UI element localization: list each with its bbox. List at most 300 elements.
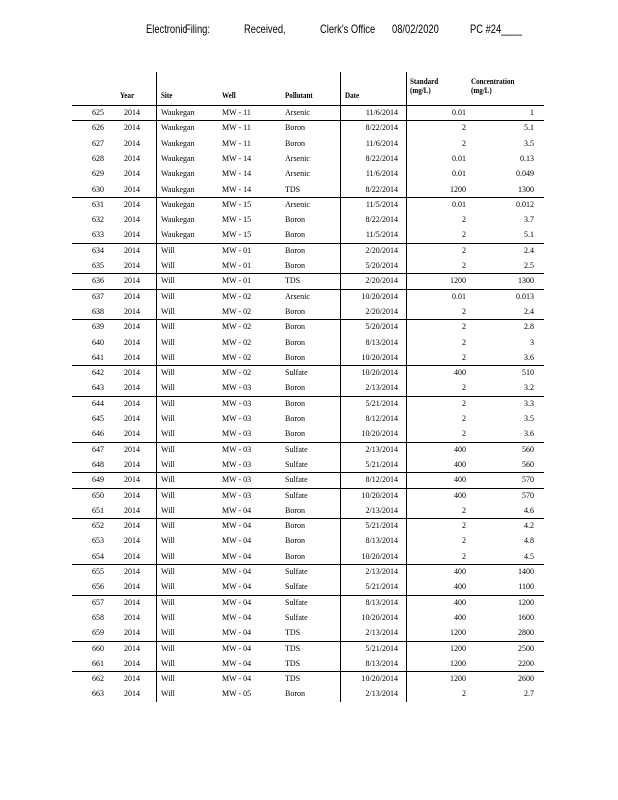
site-cell: Waukegan bbox=[161, 199, 195, 209]
year-cell: 2014 bbox=[124, 490, 140, 500]
well-cell: MW - 03 bbox=[222, 429, 252, 439]
concentration-cell: 1 bbox=[530, 108, 534, 117]
year-cell: 2014 bbox=[124, 582, 140, 592]
year-cell: 2014 bbox=[124, 551, 140, 561]
year-cell: 2014 bbox=[124, 658, 140, 668]
date-cell: 5/21/2014 bbox=[365, 521, 398, 531]
table-row bbox=[72, 671, 544, 686]
date-cell: 10/20/2014 bbox=[361, 674, 398, 684]
standard-cell: 2 bbox=[462, 414, 466, 423]
well-cell: MW - 02 bbox=[222, 306, 252, 316]
well-cell: MW - 04 bbox=[222, 505, 252, 515]
date-cell: 10/20/2014 bbox=[361, 291, 398, 301]
year-cell: 2014 bbox=[124, 689, 140, 699]
standard-cell: 0.01 bbox=[452, 199, 466, 209]
site-cell: Will bbox=[161, 658, 175, 668]
pollutant-cell: Boron bbox=[285, 245, 305, 255]
site-cell: Will bbox=[161, 475, 175, 485]
row-divider bbox=[72, 488, 544, 489]
pollutant-cell: TDS bbox=[285, 674, 301, 684]
standard-cell: 1200 bbox=[450, 184, 466, 194]
date-cell: 5/21/2014 bbox=[365, 398, 398, 408]
pollutant-cell: Boron bbox=[285, 230, 305, 240]
pollutant-cell: Arsenic bbox=[285, 108, 310, 117]
date-cell: 10/20/2014 bbox=[361, 551, 398, 561]
standard-cell: 1200 bbox=[450, 628, 466, 638]
site-cell: Waukegan bbox=[161, 184, 195, 194]
well-cell: MW - 15 bbox=[222, 199, 252, 209]
row-divider bbox=[72, 289, 544, 290]
date-cell: 10/20/2014 bbox=[361, 429, 398, 439]
date-cell: 10/20/2014 bbox=[361, 368, 398, 378]
pollutant-cell: Boron bbox=[285, 322, 305, 332]
date-cell: 11/6/2014 bbox=[365, 138, 398, 148]
concentration-cell: 4.2 bbox=[524, 521, 534, 531]
row-index: 654 bbox=[92, 551, 104, 561]
row-index: 637 bbox=[92, 291, 104, 301]
concentration-cell: 4.6 bbox=[524, 505, 534, 515]
year-cell: 2014 bbox=[124, 459, 140, 469]
row-index: 632 bbox=[92, 215, 104, 225]
site-cell: Will bbox=[161, 674, 175, 684]
table-row bbox=[72, 258, 544, 273]
well-cell: MW - 01 bbox=[222, 245, 252, 255]
filing-stamp-fragment: PC #24____ bbox=[470, 22, 523, 36]
year-cell: 2014 bbox=[124, 414, 140, 423]
year-cell: 2014 bbox=[124, 215, 140, 225]
well-cell: MW - 01 bbox=[222, 261, 252, 270]
well-cell: MW - 03 bbox=[222, 383, 252, 393]
concentration-cell: 3 bbox=[530, 337, 534, 347]
date-cell: 5/21/2014 bbox=[365, 643, 398, 653]
date-cell: 2/20/2014 bbox=[365, 245, 398, 255]
concentration-cell: 0.049 bbox=[516, 169, 534, 179]
site-cell: Waukegan bbox=[161, 153, 195, 163]
date-cell: 2/13/2014 bbox=[365, 383, 398, 393]
year-cell: 2014 bbox=[124, 612, 140, 622]
well-cell: MW - 11 bbox=[222, 108, 251, 117]
date-cell: 11/5/2014 bbox=[365, 199, 398, 209]
filing-stamp-fragment: Clerk's Office bbox=[320, 22, 376, 36]
pollutant-cell: TDS bbox=[285, 184, 301, 194]
concentration-cell: 5.1 bbox=[524, 230, 534, 240]
pollutant-cell: Boron bbox=[285, 521, 305, 531]
standard-cell: 2 bbox=[462, 138, 466, 148]
table-row bbox=[72, 166, 544, 181]
date-cell: 10/20/2014 bbox=[361, 490, 398, 500]
standard-cell: 2 bbox=[462, 230, 466, 240]
well-cell: MW - 03 bbox=[222, 490, 252, 500]
table-row bbox=[72, 335, 544, 350]
table-row bbox=[72, 273, 544, 288]
table-row bbox=[72, 656, 544, 671]
column-header-site: Site bbox=[161, 91, 173, 100]
row-index: 656 bbox=[92, 582, 104, 592]
row-index: 658 bbox=[92, 612, 104, 622]
table-row bbox=[72, 227, 544, 242]
standard-cell: 400 bbox=[454, 582, 466, 592]
site-cell: Will bbox=[161, 505, 175, 515]
row-index: 663 bbox=[92, 689, 104, 699]
year-cell: 2014 bbox=[124, 567, 140, 576]
well-cell: MW - 02 bbox=[222, 322, 252, 332]
standard-cell: 400 bbox=[454, 612, 466, 622]
table-row bbox=[72, 625, 544, 640]
concentration-cell: 570 bbox=[522, 475, 534, 485]
year-cell: 2014 bbox=[124, 138, 140, 148]
well-cell: MW - 04 bbox=[222, 567, 252, 576]
year-cell: 2014 bbox=[124, 383, 140, 393]
concentration-cell: 3.5 bbox=[524, 414, 534, 423]
standard-cell: 400 bbox=[454, 567, 466, 576]
concentration-cell: 4.8 bbox=[524, 536, 534, 546]
well-cell: MW - 14 bbox=[222, 153, 252, 163]
date-cell: 5/21/2014 bbox=[365, 582, 398, 592]
table-row bbox=[72, 380, 544, 395]
year-cell: 2014 bbox=[124, 276, 140, 286]
row-divider bbox=[72, 671, 544, 672]
concentration-cell: 3.7 bbox=[524, 215, 534, 225]
well-cell: MW - 04 bbox=[222, 643, 252, 653]
table-row bbox=[72, 503, 544, 518]
date-cell: 5/20/2014 bbox=[365, 261, 398, 270]
filing-stamp-fragment: Electronic bbox=[146, 22, 188, 36]
year-cell: 2014 bbox=[124, 291, 140, 301]
well-cell: MW - 03 bbox=[222, 398, 252, 408]
well-cell: MW - 11 bbox=[222, 123, 251, 133]
site-cell: Will bbox=[161, 306, 175, 316]
standard-cell: 2 bbox=[462, 536, 466, 546]
concentration-cell: 2.4 bbox=[524, 245, 534, 255]
standard-cell: 0.01 bbox=[452, 153, 466, 163]
concentration-cell: 3.6 bbox=[524, 429, 534, 439]
date-cell: 8/12/2014 bbox=[365, 475, 398, 485]
date-cell: 2/13/2014 bbox=[365, 567, 398, 576]
year-cell: 2014 bbox=[124, 108, 140, 117]
row-index: 648 bbox=[92, 459, 104, 469]
concentration-cell: 0.13 bbox=[520, 153, 534, 163]
column-divider bbox=[156, 72, 157, 702]
row-divider bbox=[72, 319, 544, 320]
site-cell: Will bbox=[161, 643, 175, 653]
standard-cell: 1200 bbox=[450, 674, 466, 684]
concentration-cell: 3.5 bbox=[524, 138, 534, 148]
pollutant-cell: Boron bbox=[285, 414, 305, 423]
table-row bbox=[72, 105, 544, 120]
standard-cell: 400 bbox=[454, 490, 466, 500]
row-index: 650 bbox=[92, 490, 104, 500]
pollutant-cell: Boron bbox=[285, 352, 305, 362]
table-row bbox=[72, 564, 544, 579]
year-cell: 2014 bbox=[124, 123, 140, 133]
year-cell: 2014 bbox=[124, 475, 140, 485]
well-cell: MW - 03 bbox=[222, 414, 252, 423]
row-index: 649 bbox=[92, 475, 104, 485]
pollutant-cell: Sulfate bbox=[285, 612, 308, 622]
pollutant-cell: Boron bbox=[285, 215, 305, 225]
well-cell: MW - 15 bbox=[222, 230, 252, 240]
concentration-cell: 0.013 bbox=[516, 291, 534, 301]
column-header-date: Date bbox=[345, 91, 360, 100]
well-cell: MW - 03 bbox=[222, 475, 252, 485]
row-index: 660 bbox=[92, 643, 104, 653]
table-row bbox=[72, 182, 544, 197]
well-cell: MW - 11 bbox=[222, 138, 251, 148]
standard-cell: 1200 bbox=[450, 276, 466, 286]
site-cell: Will bbox=[161, 567, 175, 576]
table-row bbox=[72, 136, 544, 151]
standard-cell: 2 bbox=[462, 505, 466, 515]
column-header-concentration-unit: (mg/L) bbox=[471, 86, 492, 95]
year-cell: 2014 bbox=[124, 306, 140, 316]
column-header-concentration: Concentration bbox=[471, 77, 515, 86]
site-cell: Will bbox=[161, 490, 175, 500]
concentration-cell: 2.8 bbox=[524, 322, 534, 332]
date-cell: 10/20/2014 bbox=[361, 352, 398, 362]
pollutant-cell: Boron bbox=[285, 383, 305, 393]
date-cell: 2/13/2014 bbox=[365, 628, 398, 638]
well-cell: MW - 01 bbox=[222, 276, 252, 286]
concentration-cell: 2.7 bbox=[524, 689, 534, 699]
table-row bbox=[72, 120, 544, 135]
row-divider bbox=[72, 120, 544, 121]
site-cell: Will bbox=[161, 628, 175, 638]
well-cell: MW - 04 bbox=[222, 628, 252, 638]
pollutant-cell: Arsenic bbox=[285, 169, 310, 179]
concentration-cell: 510 bbox=[522, 368, 534, 378]
pollutant-cell: Boron bbox=[285, 138, 305, 148]
site-cell: Will bbox=[161, 551, 175, 561]
row-divider bbox=[72, 442, 544, 443]
site-cell: Waukegan bbox=[161, 215, 195, 225]
standard-cell: 400 bbox=[454, 597, 466, 607]
row-index: 642 bbox=[92, 368, 104, 378]
row-index: 638 bbox=[92, 306, 104, 316]
concentration-cell: 3.3 bbox=[524, 398, 534, 408]
filing-stamp-fragment: 08/02/2020 bbox=[392, 22, 439, 36]
row-index: 625 bbox=[92, 108, 104, 117]
well-cell: MW - 04 bbox=[222, 674, 252, 684]
standard-cell: 2 bbox=[462, 429, 466, 439]
site-cell: Will bbox=[161, 276, 175, 286]
site-cell: Will bbox=[161, 536, 175, 546]
year-cell: 2014 bbox=[124, 368, 140, 378]
standard-cell: 2 bbox=[462, 352, 466, 362]
well-cell: MW - 02 bbox=[222, 352, 252, 362]
pollutant-cell: Boron bbox=[285, 306, 305, 316]
site-cell: Will bbox=[161, 245, 175, 255]
standard-cell: 400 bbox=[454, 368, 466, 378]
row-index: 662 bbox=[92, 674, 104, 684]
date-cell: 2/13/2014 bbox=[365, 505, 398, 515]
well-cell: MW - 03 bbox=[222, 459, 252, 469]
table-row bbox=[72, 319, 544, 334]
table-row bbox=[72, 686, 544, 701]
site-cell: Will bbox=[161, 291, 175, 301]
pollutant-cell: Arsenic bbox=[285, 153, 310, 163]
concentration-cell: 1100 bbox=[518, 582, 534, 592]
pollutant-cell: Boron bbox=[285, 505, 305, 515]
row-index: 626 bbox=[92, 123, 104, 133]
standard-cell: 0.01 bbox=[452, 169, 466, 179]
year-cell: 2014 bbox=[124, 245, 140, 255]
row-divider bbox=[72, 518, 544, 519]
row-index: 643 bbox=[92, 383, 104, 393]
well-cell: MW - 05 bbox=[222, 689, 252, 699]
year-cell: 2014 bbox=[124, 429, 140, 439]
pollutant-cell: TDS bbox=[285, 276, 301, 286]
filing-stamp-fragment: Filing: bbox=[185, 22, 210, 36]
site-cell: Waukegan bbox=[161, 123, 195, 133]
pollutant-cell: Arsenic bbox=[285, 199, 310, 209]
pollutant-cell: Boron bbox=[285, 261, 305, 270]
standard-cell: 2 bbox=[462, 398, 466, 408]
pollutant-cell: TDS bbox=[285, 643, 301, 653]
standard-cell: 2 bbox=[462, 306, 466, 316]
site-cell: Will bbox=[161, 444, 175, 454]
table-row bbox=[72, 533, 544, 548]
date-cell: 2/20/2014 bbox=[365, 306, 398, 316]
standard-cell: 400 bbox=[454, 475, 466, 485]
row-index: 640 bbox=[92, 337, 104, 347]
row-divider bbox=[72, 595, 544, 596]
year-cell: 2014 bbox=[124, 628, 140, 638]
row-index: 652 bbox=[92, 521, 104, 531]
table-row bbox=[72, 549, 544, 564]
concentration-cell: 4.5 bbox=[524, 551, 534, 561]
table-row bbox=[72, 518, 544, 533]
pollutant-cell: TDS bbox=[285, 658, 301, 668]
year-cell: 2014 bbox=[124, 521, 140, 531]
well-cell: MW - 04 bbox=[222, 597, 252, 607]
standard-cell: 2 bbox=[462, 123, 466, 133]
date-cell: 2/13/2014 bbox=[365, 689, 398, 699]
row-index: 628 bbox=[92, 153, 104, 163]
well-cell: MW - 02 bbox=[222, 337, 252, 347]
concentration-cell: 1300 bbox=[518, 276, 534, 286]
row-divider bbox=[72, 641, 544, 642]
concentration-cell: 2.5 bbox=[524, 261, 534, 270]
filing-stamp-header bbox=[0, 22, 618, 38]
pollutant-cell: Boron bbox=[285, 689, 305, 699]
year-cell: 2014 bbox=[124, 261, 140, 270]
year-cell: 2014 bbox=[124, 505, 140, 515]
concentration-cell: 2800 bbox=[518, 628, 534, 638]
row-divider bbox=[72, 197, 544, 198]
site-cell: Waukegan bbox=[161, 169, 195, 179]
row-index: 630 bbox=[92, 184, 104, 194]
table-row bbox=[72, 579, 544, 594]
date-cell: 2/20/2014 bbox=[365, 276, 398, 286]
concentration-cell: 1200 bbox=[518, 597, 534, 607]
date-cell: 2/13/2014 bbox=[365, 444, 398, 454]
site-cell: Waukegan bbox=[161, 138, 195, 148]
row-divider bbox=[72, 243, 544, 244]
standard-cell: 1200 bbox=[450, 658, 466, 668]
table-row bbox=[72, 442, 544, 457]
column-header-standard: Standard bbox=[410, 77, 439, 86]
pollutant-cell: TDS bbox=[285, 628, 301, 638]
pollutant-cell: Sulfate bbox=[285, 444, 308, 454]
standard-cell: 0.01 bbox=[452, 291, 466, 301]
row-index: 653 bbox=[92, 536, 104, 546]
date-cell: 8/22/2014 bbox=[365, 184, 398, 194]
concentration-cell: 2200 bbox=[518, 658, 534, 668]
row-index: 631 bbox=[92, 199, 104, 209]
date-cell: 8/22/2014 bbox=[365, 123, 398, 133]
site-cell: Will bbox=[161, 398, 175, 408]
pollutant-cell: Sulfate bbox=[285, 597, 308, 607]
concentration-cell: 1600 bbox=[518, 612, 534, 622]
site-cell: Will bbox=[161, 429, 175, 439]
table-row bbox=[72, 289, 544, 304]
well-cell: MW - 04 bbox=[222, 551, 252, 561]
table-row bbox=[72, 488, 544, 503]
row-index: 636 bbox=[92, 276, 104, 286]
concentration-cell: 560 bbox=[522, 444, 534, 454]
year-cell: 2014 bbox=[124, 643, 140, 653]
concentration-cell: 570 bbox=[522, 490, 534, 500]
date-cell: 5/21/2014 bbox=[365, 459, 398, 469]
site-cell: Will bbox=[161, 597, 175, 607]
column-header-well: Well bbox=[222, 91, 236, 100]
site-cell: Waukegan bbox=[161, 108, 195, 117]
row-index: 659 bbox=[92, 628, 104, 638]
year-cell: 2014 bbox=[124, 153, 140, 163]
site-cell: Will bbox=[161, 459, 175, 469]
standard-cell: 2 bbox=[462, 261, 466, 270]
standard-cell: 2 bbox=[462, 322, 466, 332]
site-cell: Will bbox=[161, 414, 175, 423]
concentration-cell: 2.4 bbox=[524, 306, 534, 316]
year-cell: 2014 bbox=[124, 322, 140, 332]
table-header bbox=[72, 72, 544, 105]
concentration-cell: 3.6 bbox=[524, 352, 534, 362]
pollutant-cell: Sulfate bbox=[285, 459, 308, 469]
concentration-cell: 1400 bbox=[518, 567, 534, 576]
standard-cell: 1200 bbox=[450, 643, 466, 653]
year-cell: 2014 bbox=[124, 597, 140, 607]
table-row bbox=[72, 457, 544, 472]
row-divider bbox=[72, 273, 544, 274]
row-divider bbox=[72, 564, 544, 565]
site-cell: Will bbox=[161, 368, 175, 378]
year-cell: 2014 bbox=[124, 199, 140, 209]
table-row bbox=[72, 350, 544, 365]
well-cell: MW - 04 bbox=[222, 536, 252, 546]
column-header-pollutant: Pollutant bbox=[285, 91, 313, 100]
concentration-cell: 5.1 bbox=[524, 123, 534, 133]
standard-cell: 2 bbox=[462, 337, 466, 347]
row-index: 645 bbox=[92, 414, 104, 423]
standard-cell: 2 bbox=[462, 521, 466, 531]
pollutant-cell: Boron bbox=[285, 123, 305, 133]
row-index: 657 bbox=[92, 597, 104, 607]
year-cell: 2014 bbox=[124, 184, 140, 194]
well-cell: MW - 02 bbox=[222, 291, 252, 301]
column-header-standard-unit: (mg/L) bbox=[410, 86, 431, 95]
row-index: 647 bbox=[92, 444, 104, 454]
date-cell: 8/13/2014 bbox=[365, 597, 398, 607]
site-cell: Will bbox=[161, 352, 175, 362]
row-index: 661 bbox=[92, 658, 104, 668]
column-header-year: Year bbox=[120, 91, 135, 100]
row-index: 635 bbox=[92, 261, 104, 270]
standard-cell: 400 bbox=[454, 459, 466, 469]
pollutant-cell: Sulfate bbox=[285, 475, 308, 485]
well-cell: MW - 03 bbox=[222, 444, 252, 454]
pollutant-cell: Sulfate bbox=[285, 567, 308, 576]
